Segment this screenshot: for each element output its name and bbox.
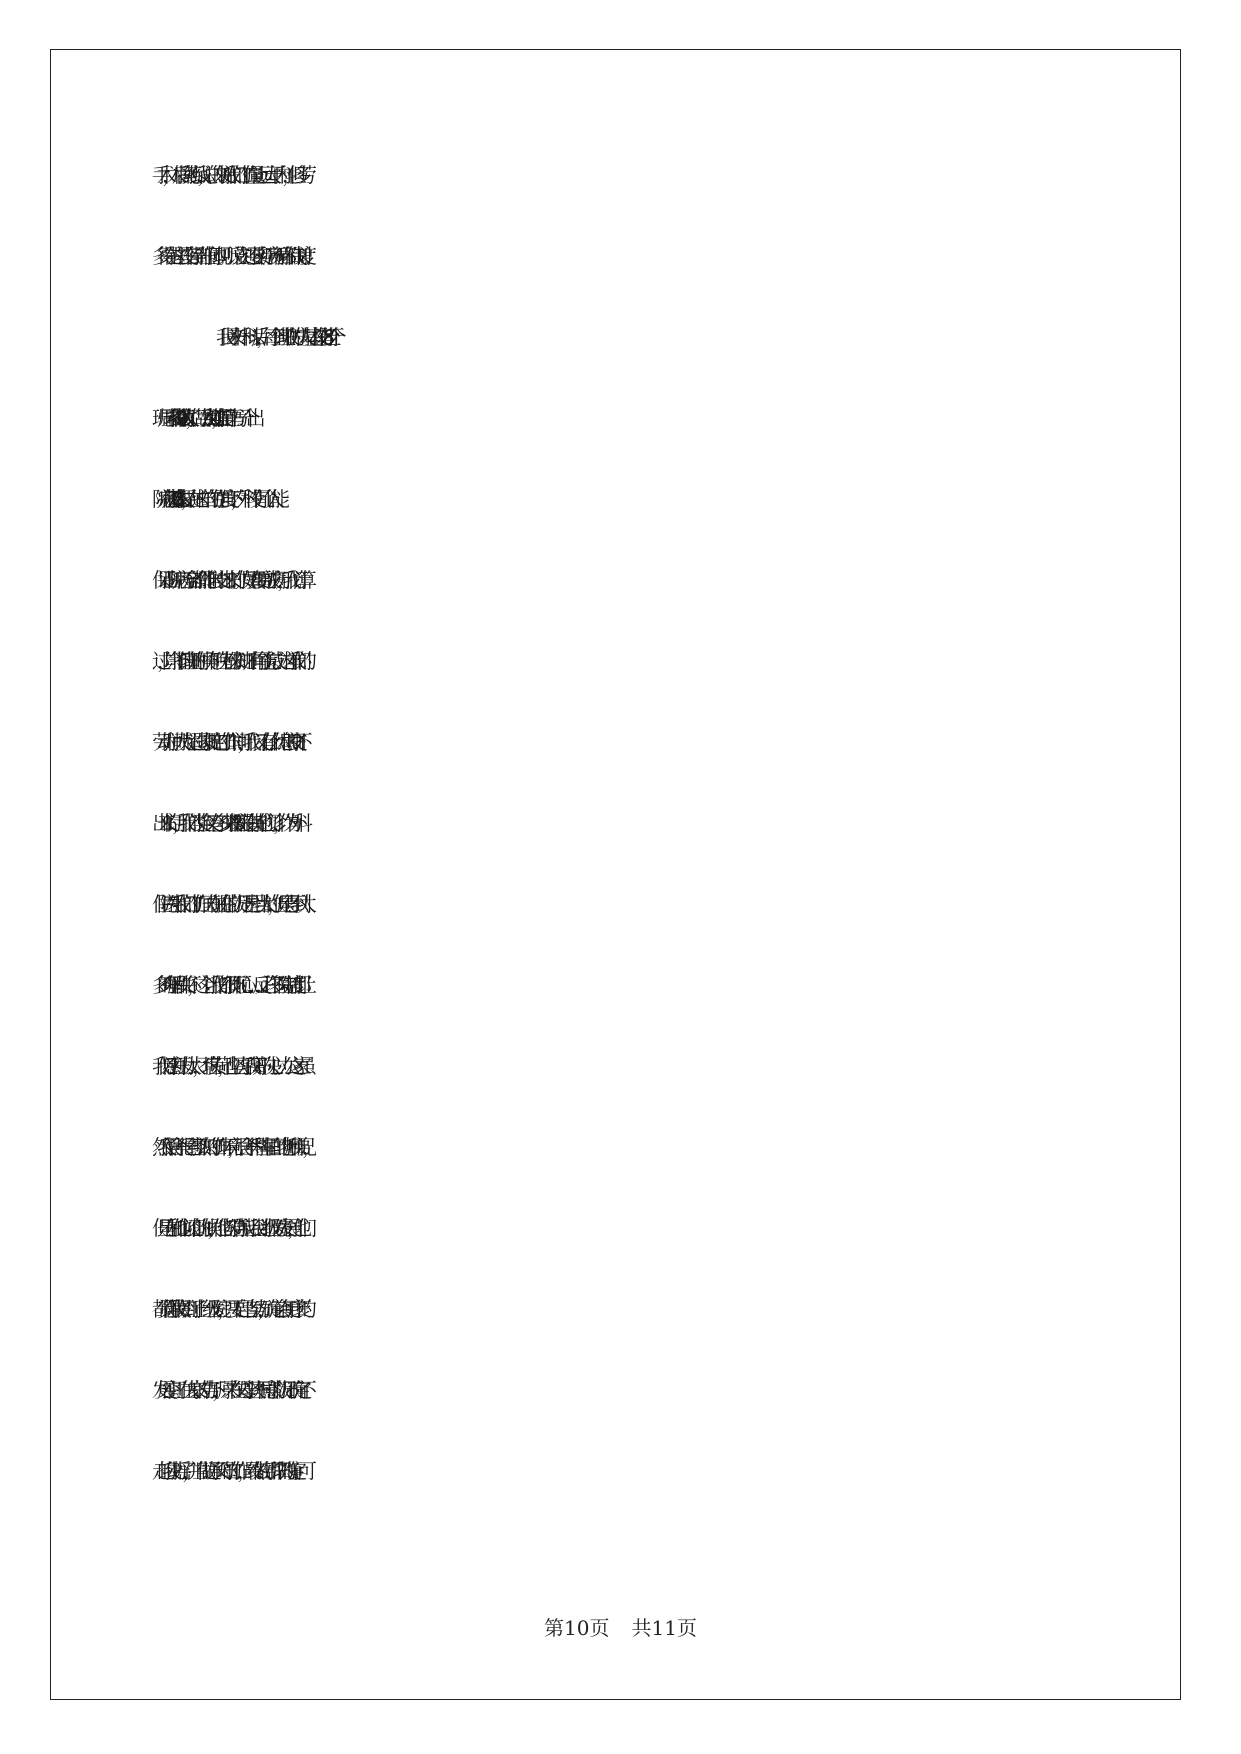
current-page-number: 第10页 <box>544 1616 610 1640</box>
text-line: 劳动时间大大超过国家规定的工作时间，我们又有什么休息时间?交不 <box>152 730 298 754</box>
text-line: 我们感到压力太大，不堪负荷，也坚决了我离开的决心。办公之家虽 <box>152 1054 302 1078</box>
text-line: 都觉得我假如到了上一级医院，只要自己肯努力，确定会有更广袤的 <box>152 1297 302 1321</box>
text-line: 多的理解和关怀，这个让我们都很不顺心……反正许多医院制度都让 <box>152 973 302 997</box>
text-line: 多得在这里没有得到任何体现。听说立刻还要实行病历循环扣钱制度。 <box>152 244 307 268</box>
text-line: 出来的话，我们的奖金又有多少来扣?医院没有特地的门诊，作为外科 <box>152 811 298 835</box>
page-footer <box>0 1615 1241 1641</box>
total-pages: 共11页 <box>631 1616 697 1640</box>
text-line: 班周末我都收了 10 多个病人，做手术到临晨 4 点过，而且书写一个出 <box>152 406 251 430</box>
text-line: 保证出院病历全部都能准时交出来的。假如真要完成病历，我们计算 <box>152 568 302 592</box>
text-line: 过，除非不值班的时候下午晚上都来加班才有可能完成。这样我们的 <box>152 649 302 673</box>
text-line: 走的我动摇了，并且做通了父母的工作，最终做出了辞职的确定。可 <box>152 1459 302 1483</box>
text-line: 院病历基本要 30 分钟左右，在这样的工作强度下，外科没有几个人能 <box>152 487 276 511</box>
text-line: 我回来外一科以后，每个值班收的病人基本没有少于 8 个。上个 <box>216 325 332 349</box>
text-line: 住院医生我们的工作压力在现在的状况下是相当大的，但是得不到太 <box>152 892 302 916</box>
text-line: 但是在和他们谈心的时候，他们都劝告我让我到上级医院发展，他们 <box>152 1216 302 1240</box>
text-line: 手术，术后换药拆线，总的来说我们的工作量远远大于内科，但多劳 <box>152 163 302 187</box>
document-body <box>152 155 1092 1532</box>
text-line: 然我很舍不得已经熟识的工作环境，很舍不得科室里面的老师和弟兄， <box>152 1135 307 1159</box>
text-line: 发展空间。在大家的劝告下，原来在父母坚决不同意的状况下确定不 <box>152 1378 302 1402</box>
